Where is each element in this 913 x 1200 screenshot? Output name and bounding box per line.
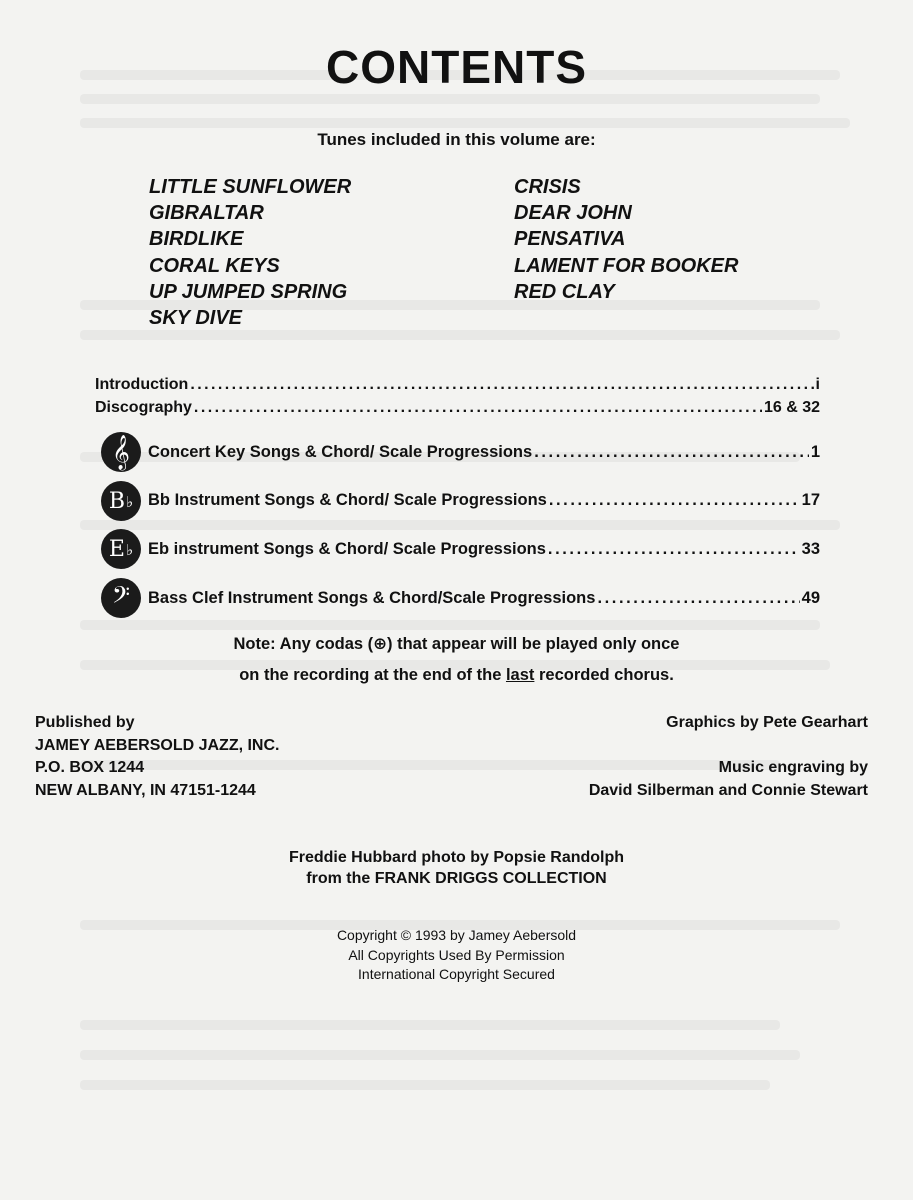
toc-label: Discography <box>95 399 192 416</box>
toc-page: 1 <box>810 443 820 461</box>
tune-item: RED CLAY <box>514 280 615 303</box>
dot-leader <box>549 491 800 510</box>
coda-note-line2: on the recording at the end of the last recorded chorus. <box>239 666 674 684</box>
dot-leader <box>597 589 799 608</box>
photo-credit: Freddie Hubbard photo by Popsie Randolph from the FRANK DRIGGS COLLECTION <box>288 849 625 887</box>
tune-item: LAMENT FOR BOOKER <box>514 254 739 277</box>
toc-page: 16 & 32 <box>763 399 820 416</box>
tunes-subtitle: Tunes included in this volume are: <box>317 130 596 149</box>
tune-item: BIRDLIKE <box>149 228 244 251</box>
tune-item: SKY DIVE <box>149 307 242 330</box>
coda-icon: ⊕ <box>373 635 387 653</box>
toc-entry-eb-instrument <box>148 540 820 559</box>
toc-page: 33 <box>801 540 820 558</box>
engraving-credit: Music engraving by David Silberman and Connie Stewart <box>588 759 868 799</box>
tune-item: PENSATIVA <box>514 228 626 251</box>
tunes-list-right <box>514 174 738 305</box>
toc-page: 17 <box>801 491 820 509</box>
tune-item: LITTLE SUNFLOWER <box>149 176 352 198</box>
dot-leader <box>534 443 809 462</box>
tune-item: UP JUMPED SPRING <box>149 280 348 303</box>
toc-entry-bass-clef <box>148 589 820 608</box>
treble-clef-icon: 𝄞 <box>101 432 141 472</box>
toc-label: Introduction <box>95 376 189 393</box>
b-flat-badge-icon: B ♭ <box>101 481 141 521</box>
toc-page: 49 <box>801 589 820 607</box>
toc-label: Bass Clef Instrument Songs & Chord/Scale Progressions <box>148 589 596 607</box>
tunes-list-left <box>149 174 351 331</box>
toc-entry-discography <box>95 399 820 417</box>
tune-item: CRISIS <box>514 176 581 198</box>
dot-leader <box>194 399 762 417</box>
toc-entry-bb-instrument <box>148 491 820 510</box>
toc-page: i <box>815 376 820 393</box>
dot-leader <box>548 540 800 559</box>
publisher-block: Published by JAMEY AEBERSOLD JAZZ, INC. P.O. BOX 1244 NEW ALBANY, IN 47151-1244 <box>35 714 280 799</box>
toc-entry-introduction <box>95 376 820 394</box>
tune-item: GIBRALTAR <box>149 202 264 225</box>
tune-item: CORAL KEYS <box>149 254 280 277</box>
toc-label: Bb Instrument Songs & Chord/ Scale Progressions <box>148 491 547 509</box>
dot-leader <box>190 376 813 394</box>
toc-label: Concert Key Songs & Chord/ Scale Progressions <box>148 443 533 461</box>
coda-note-line1: Note: Any codas (⊕) that appear will be played only once <box>233 635 680 653</box>
toc-entry-concert-key <box>148 443 820 462</box>
tune-item: DEAR JOHN <box>514 202 632 225</box>
toc-label: Eb instrument Songs & Chord/ Scale Progressions <box>148 540 546 558</box>
e-flat-badge-icon: E ♭ <box>101 529 141 569</box>
copyright-block: Copyright © 1993 by Jamey Aebersold All Copyrights Used By Permission International Copyright Secured <box>336 927 577 982</box>
page-title: CONTENTS <box>326 41 587 93</box>
graphics-credit: Graphics by Pete Gearhart <box>666 714 868 731</box>
bass-clef-icon: 𝄢 <box>101 578 141 618</box>
